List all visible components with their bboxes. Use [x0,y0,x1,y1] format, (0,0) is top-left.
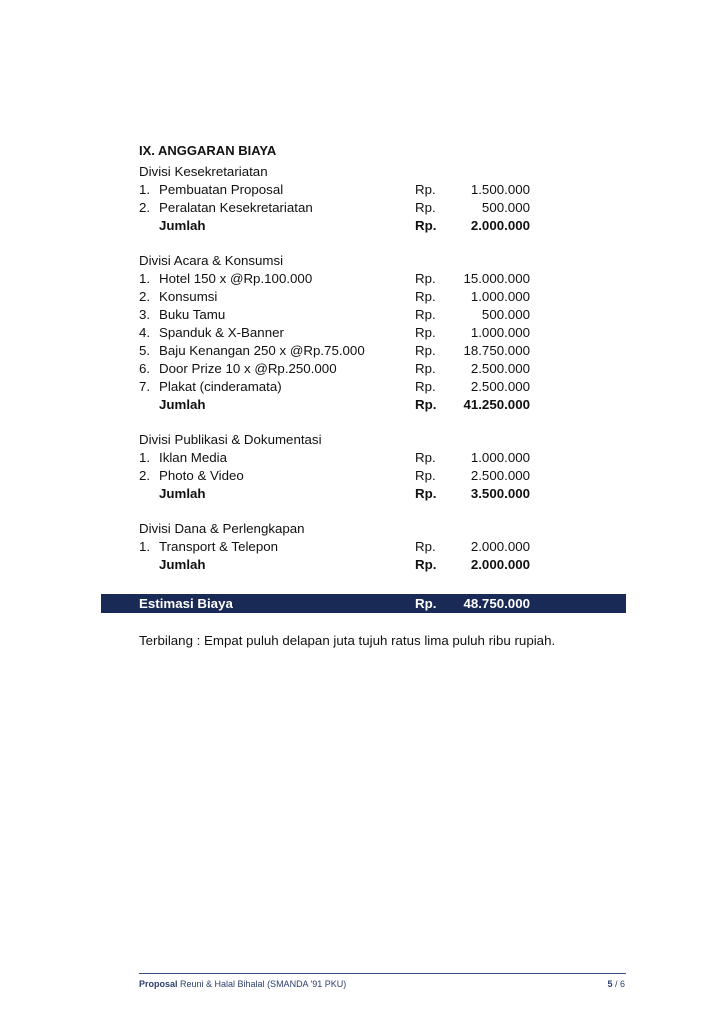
item-number: 3. [139,307,151,322]
budget-item-row [139,342,626,360]
item-number: 1. [139,271,151,286]
item-amount: 500.000 [481,200,530,215]
item-amount: 1.000.000 [470,289,530,304]
subtotal-indent [139,396,159,414]
page-current: 5 [607,979,613,989]
subtotal-row [139,396,626,414]
item-amount: 1.500.000 [470,182,530,197]
subtotal-row [139,556,626,574]
item-amount: 2.500.000 [470,379,530,394]
item-amount: 18.750.000 [463,343,530,358]
budget-section [139,520,626,574]
item-currency: Rp. [415,289,436,304]
item-number: 4. [139,325,151,340]
item-currency: Rp. [415,539,436,554]
item-currency: Rp. [415,325,436,340]
subtotal-currency: Rp. [415,397,437,412]
budget-content [139,142,626,591]
estimasi-label: Estimasi Biaya [139,596,233,611]
budget-section [139,252,626,414]
subtotal-label: Jumlah [159,218,206,233]
item-number: 2. [139,468,151,483]
item-amount: 500.000 [481,307,530,322]
item-amount: 1.000.000 [470,450,530,465]
item-amount: 2.000.000 [470,539,530,554]
item-label: Buku Tamu [159,307,226,322]
item-currency: Rp. [415,361,436,376]
subtotal-amount: 2.000.000 [470,218,530,233]
subtotal-label: Jumlah [159,397,206,412]
item-amount: 2.500.000 [470,468,530,483]
subtotal-label: Jumlah [159,557,206,572]
item-currency: Rp. [415,468,436,483]
item-label: Spanduk & X-Banner [159,325,284,340]
terbilang-text: Terbilang : Empat puluh delapan juta tujuh ratus lima puluh ribu rupiah. [139,633,556,648]
subtotal-currency: Rp. [415,486,437,501]
budget-item-row [139,181,626,199]
division-title: Divisi Dana & Perlengkapan [139,521,305,536]
budget-item-row [139,538,626,556]
division-title: Divisi Acara & Konsumsi [139,253,284,268]
budget-item-row [139,360,626,378]
item-label: Konsumsi [159,289,218,304]
budget-item-row [139,324,626,342]
division-title: Divisi Kesekretariatan [139,164,268,179]
subtotal-amount: 3.500.000 [470,486,530,501]
subtotal-indent [139,217,159,235]
subtotal-currency: Rp. [415,557,437,572]
page-number [607,978,625,990]
budget-sections [139,163,626,574]
estimasi-row [139,595,530,613]
budget-item-row [139,288,626,306]
item-label: Plakat (cinderamata) [159,379,282,394]
section-heading: IX. ANGGARAN BIAYA [139,143,277,158]
item-amount: 1.000.000 [470,325,530,340]
budget-section [139,163,626,235]
item-currency: Rp. [415,450,436,465]
estimasi-band [101,594,626,613]
subtotal-amount: 2.000.000 [470,557,530,572]
item-label: Pembuatan Proposal [159,182,284,197]
item-number: 1. [139,182,151,197]
budget-item-row [139,199,626,217]
estimasi-amount: 48.750.000 [463,596,530,611]
subtotal-amount: 41.250.000 [463,397,530,412]
footer-title-rest: Reuni & Halal Bihalal (SMANDA '91 PKU) [177,979,347,989]
item-label: Photo & Video [159,468,244,483]
item-currency: Rp. [415,379,436,394]
item-amount: 2.500.000 [470,361,530,376]
item-currency: Rp. [415,307,436,322]
budget-item-row [139,467,626,485]
item-label: Iklan Media [159,450,227,465]
item-number: 5. [139,343,151,358]
item-number: 1. [139,450,151,465]
estimasi-currency: Rp. [415,596,437,611]
item-label: Baju Kenangan 250 x @Rp.75.000 [159,343,365,358]
item-number: 2. [139,289,151,304]
budget-item-row [139,449,626,467]
footer-title [139,978,346,990]
item-number: 7. [139,379,151,394]
subtotal-indent [139,485,159,503]
item-currency: Rp. [415,200,436,215]
item-label: Transport & Telepon [159,539,279,554]
subtotal-row [139,485,626,503]
footer-divider [139,973,626,974]
item-label: Peralatan Kesekretariatan [159,200,313,215]
subtotal-indent [139,556,159,574]
page-total: 6 [619,979,625,989]
page-separator: / [612,979,620,989]
item-label: Door Prize 10 x @Rp.250.000 [159,361,337,376]
subtotal-label: Jumlah [159,486,206,501]
budget-item-row [139,270,626,288]
footer-title-bold: Proposal [139,979,178,989]
subtotal-currency: Rp. [415,218,437,233]
item-currency: Rp. [415,343,436,358]
item-number: 6. [139,361,151,376]
item-amount: 15.000.000 [463,271,530,286]
division-title: Divisi Publikasi & Dokumentasi [139,432,322,447]
item-number: 2. [139,200,151,215]
item-currency: Rp. [415,182,436,197]
item-label: Hotel 150 x @Rp.100.000 [159,271,313,286]
budget-item-row [139,378,626,396]
item-number: 1. [139,539,151,554]
budget-section [139,431,626,503]
subtotal-row [139,217,626,235]
budget-item-row [139,306,626,324]
item-currency: Rp. [415,271,436,286]
